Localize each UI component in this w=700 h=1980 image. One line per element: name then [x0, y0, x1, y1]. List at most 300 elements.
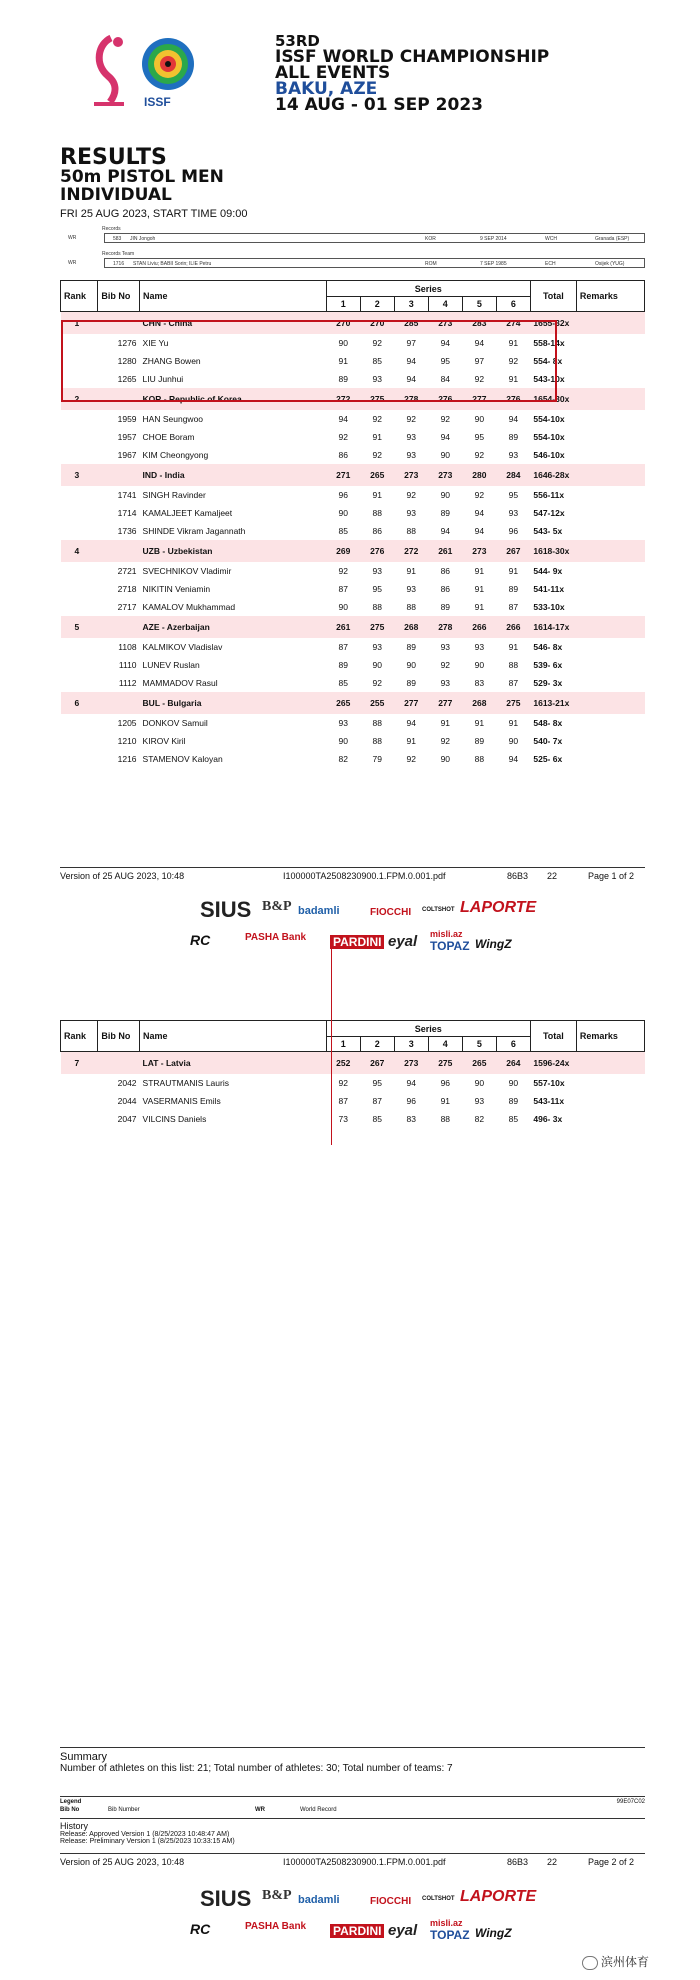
athlete-remarks [576, 656, 644, 674]
athlete-name: CHOE Boram [142, 431, 195, 442]
team-row [61, 692, 645, 714]
athlete-series-score: 95 [508, 489, 519, 500]
team-series-score: 261 [326, 616, 360, 638]
athlete-remarks [576, 334, 644, 352]
team-bib-empty [98, 616, 140, 638]
athlete-series-score: 94 [406, 1077, 416, 1088]
athlete-series-score: 92 [372, 677, 382, 688]
results-heading: RESULTS [60, 145, 167, 170]
team-series-score: 264 [496, 1052, 530, 1074]
athlete-series-score: 73 [338, 1113, 348, 1124]
summary [60, 1747, 645, 1774]
team-rank: 3 [61, 464, 98, 486]
athlete-series-score: 94 [508, 753, 519, 764]
athlete-bib: 1205 [117, 717, 137, 728]
athlete-series-score: 87 [338, 1095, 348, 1106]
team-series-score: 265 [462, 1052, 496, 1074]
footer-page1 [60, 867, 645, 881]
athlete-name: LUNEV Ruslan [142, 659, 200, 670]
athlete-total: 543- 5x [533, 525, 563, 536]
athlete-series-score: 88 [440, 1113, 451, 1124]
athlete-series-score: 90 [474, 413, 485, 424]
col-rank: Rank [61, 1021, 98, 1052]
athlete-rank-empty [61, 656, 98, 674]
team-series-score: 271 [326, 464, 360, 486]
summary-heading: Summary [60, 1751, 108, 1763]
athlete-remarks [576, 352, 644, 370]
athlete-series-score: 88 [508, 659, 519, 670]
team-series-score: 284 [496, 464, 530, 486]
athlete-total: 554-10x [533, 413, 565, 424]
sponsor-fiocchi: FIOCCHI [370, 1896, 412, 1907]
athlete-remarks [576, 732, 644, 750]
athlete-series-score: 92 [508, 355, 519, 366]
team-rank: 4 [61, 540, 98, 562]
sponsor-coltshot: COLTSHOT [422, 907, 455, 913]
athlete-bib: 1714 [117, 507, 137, 518]
footer-version: Version of 25 AUG 2023, 10:48 [60, 871, 185, 881]
col-rank: Rank [61, 281, 98, 312]
team-remarks [576, 464, 644, 486]
athlete-total: 539- 6x [533, 659, 563, 670]
athlete-series-score: 89 [508, 583, 519, 594]
col-series-4: 4 [428, 1037, 462, 1052]
athlete-series-score: 79 [372, 753, 382, 764]
team-remarks [576, 312, 644, 334]
team-series-score: 265 [360, 464, 394, 486]
athlete-series-score: 90 [474, 659, 485, 670]
athlete-series-score: 91 [440, 1095, 451, 1106]
athlete-bib: 1112 [118, 677, 137, 688]
athlete-rank-empty [61, 562, 98, 580]
col-series: Series [326, 1021, 530, 1037]
team-series-score: 276 [428, 388, 462, 410]
col-series: Series [326, 281, 530, 297]
team-series-score: 265 [326, 692, 360, 714]
athlete-series-score: 93 [474, 641, 485, 652]
athlete-name: VILCINS Daniels [142, 1113, 207, 1124]
team-rank: 2 [61, 388, 98, 410]
team-total: 1646-28x [530, 464, 576, 486]
athlete-remarks [576, 446, 644, 464]
athlete-row [61, 522, 645, 540]
team-series-score: 278 [394, 388, 428, 410]
team-rank: 5 [61, 616, 98, 638]
athlete-name: KALMIKOV Vladislav [142, 641, 223, 652]
athlete-remarks [576, 522, 644, 540]
team-series-score: 252 [326, 1052, 360, 1074]
team-name: LAT - Latvia [140, 1052, 327, 1074]
athlete-series-score: 89 [406, 677, 416, 688]
athlete-rank-empty [61, 598, 98, 616]
athlete-series-score: 91 [474, 601, 485, 612]
sponsors-page1 [190, 897, 537, 957]
team-series-score: 272 [394, 540, 428, 562]
athlete-series-score: 92 [406, 753, 416, 764]
team-series-score: 273 [394, 1052, 428, 1074]
results-table-page2 [60, 1020, 645, 1128]
sponsor-pasha: PASHA Bank [245, 932, 307, 943]
athlete-rank-empty [61, 674, 98, 692]
annotation-line [331, 945, 332, 1145]
athlete-rank-empty [61, 1110, 98, 1128]
athlete-series-score: 82 [338, 753, 348, 764]
footer-page: Page 1 of 2 [588, 871, 635, 881]
athlete-series-score: 87 [508, 601, 519, 612]
athlete-total: 543-11x [533, 1095, 565, 1106]
athlete-series-score: 88 [406, 525, 416, 536]
team-series-score: 273 [394, 464, 428, 486]
athlete-rank-empty [61, 732, 98, 750]
athlete-row [61, 410, 645, 428]
header-line3: ALL EVENTS [275, 63, 391, 83]
athlete-series-score: 90 [338, 735, 348, 746]
athlete-rank-empty [61, 714, 98, 732]
athlete-series-score: 94 [406, 373, 416, 384]
footer-num: 22 [547, 871, 558, 881]
team-series-score: 267 [496, 540, 530, 562]
athlete-series-score: 92 [338, 431, 348, 442]
athlete-series-score: 92 [406, 413, 416, 424]
athlete-row [61, 656, 645, 674]
athlete-bib: 1741 [117, 489, 137, 500]
team-series-score: 261 [428, 540, 462, 562]
athlete-series-score: 87 [508, 677, 519, 688]
team-name: BUL - Bulgaria [140, 692, 327, 714]
athlete-rank-empty [61, 486, 98, 504]
athlete-name: KIROV Kiril [142, 735, 186, 746]
athlete-row [61, 598, 645, 616]
team-series-score: 275 [428, 1052, 462, 1074]
athlete-series-score: 94 [338, 413, 348, 424]
col-series-5: 5 [462, 297, 496, 312]
athlete-remarks [576, 1092, 644, 1110]
athlete-name: DONKOV Samuil [142, 717, 208, 728]
team-total: 1614-17x [530, 616, 576, 638]
athlete-remarks [576, 504, 644, 522]
athlete-row [61, 1074, 645, 1092]
athlete-name: STRAUTMANIS Lauris [142, 1077, 229, 1088]
team-remarks [576, 540, 644, 562]
sponsor-rc: RC [190, 1921, 211, 1937]
athlete-bib: 1110 [118, 659, 137, 670]
athlete-row [61, 562, 645, 580]
athlete-series-score: 83 [474, 677, 485, 688]
athlete-series-score: 82 [474, 1113, 485, 1124]
legend-label: Legend [60, 1799, 82, 1805]
athlete-series-score: 91 [474, 583, 485, 594]
watermark [582, 1953, 649, 1970]
sponsor-fiocchi: FIOCCHI [370, 907, 412, 918]
athlete-series-score: 86 [440, 583, 451, 594]
athlete-series-score: 89 [440, 507, 451, 518]
team-total: 1618-30x [530, 540, 576, 562]
issf-logo-text: ISSF [144, 95, 171, 109]
athlete-row [61, 504, 645, 522]
team-remarks [576, 1052, 644, 1074]
athlete-series-score: 90 [440, 449, 451, 460]
athlete-remarks [576, 1110, 644, 1128]
record-name: JIN Jongoh [130, 236, 156, 242]
team-row [61, 540, 645, 562]
athlete-series-score: 93 [440, 677, 451, 688]
athlete-series-score: 88 [372, 717, 382, 728]
athlete-series-score: 92 [440, 413, 451, 424]
athlete-name: KIM Cheongyong [142, 449, 209, 460]
athlete-rank-empty [61, 446, 98, 464]
team-series-score: 280 [462, 464, 496, 486]
sponsor-bp: B&P [262, 1888, 292, 1903]
col-name: Name [140, 1021, 327, 1052]
athlete-name: LIU Junhui [142, 373, 184, 384]
team-series-score: 255 [360, 692, 394, 714]
athlete-rank-empty [61, 522, 98, 540]
col-series-5: 5 [462, 1037, 496, 1052]
athlete-series-score: 94 [474, 507, 485, 518]
athlete-rank-empty [61, 428, 98, 446]
team-series-score: 270 [326, 312, 360, 334]
athlete-series-score: 93 [338, 717, 348, 728]
sponsor-misli: misli.az [430, 929, 463, 939]
team-remarks [576, 616, 644, 638]
athlete-series-score: 92 [338, 1077, 348, 1088]
watermark-text: 滨州体育 [601, 1955, 650, 1969]
sponsor-badamli: badamli [298, 1894, 340, 1906]
athlete-series-score: 93 [372, 565, 382, 576]
sponsor-wingz: WingZ [475, 1926, 512, 1940]
athlete-name: SINGH Ravinder [142, 489, 206, 500]
athlete-rank-empty [61, 580, 98, 598]
athlete-name: STAMENOV Kaloyan [142, 753, 223, 764]
athlete-remarks [576, 674, 644, 692]
athlete-row [61, 638, 645, 656]
athlete-total: 556-11x [533, 489, 565, 500]
athlete-rank-empty [61, 1092, 98, 1110]
athlete-series-score: 90 [372, 659, 382, 670]
athlete-series-score: 88 [372, 735, 382, 746]
col-series-2: 2 [360, 297, 394, 312]
athlete-series-score: 87 [338, 641, 348, 652]
athlete-name: KAMALOV Mukhammad [142, 601, 236, 612]
record-row [104, 233, 645, 243]
athlete-series-score: 90 [338, 337, 348, 348]
athlete-series-score: 89 [338, 659, 348, 670]
athlete-series-score: 92 [474, 449, 485, 460]
header-line1: 53RD [275, 32, 320, 50]
athlete-series-score: 91 [406, 735, 416, 746]
team-series-score: 273 [462, 540, 496, 562]
footer-version: Version of 25 AUG 2023, 10:48 [60, 1857, 185, 1867]
footer-code: 86B3 [507, 1857, 529, 1867]
athlete-series-score: 93 [508, 449, 519, 460]
sponsor-bp: B&P [262, 899, 292, 914]
athlete-series-score: 96 [508, 525, 519, 536]
header-line4: BAKU, AZE [275, 79, 378, 99]
athlete-bib: 1108 [118, 641, 137, 652]
athlete-series-score: 93 [440, 641, 451, 652]
athlete-remarks [576, 1074, 644, 1092]
sponsor-topaz: TOPAZ [430, 1928, 470, 1942]
team-total: 1613-21x [530, 692, 576, 714]
athlete-series-score: 92 [372, 413, 382, 424]
athlete-series-score: 94 [440, 337, 451, 348]
athlete-series-score: 83 [406, 1113, 416, 1124]
sponsor-pardini: PARDINI [330, 1924, 384, 1938]
athlete-bib: 1280 [117, 355, 137, 366]
athlete-series-score: 85 [338, 525, 348, 536]
col-total: Total [530, 281, 576, 312]
athlete-series-score: 87 [372, 1095, 382, 1106]
athlete-remarks [576, 580, 644, 598]
athlete-series-score: 93 [372, 373, 382, 384]
col-series-3: 3 [394, 297, 428, 312]
athlete-series-score: 91 [508, 565, 519, 576]
history-heading: History [60, 1821, 89, 1831]
team-row [61, 616, 645, 638]
team-series-score: 266 [462, 616, 496, 638]
history-line2: Release: Preliminary Version 1 (8/25/2023 10:33:15 AM) [60, 1838, 235, 1845]
col-series-6: 6 [496, 297, 530, 312]
sponsor-sius: SIUS [200, 897, 252, 922]
record-team-row [104, 258, 645, 268]
athlete-series-score: 97 [474, 355, 485, 366]
record-team-place: Osijek (YUG) [595, 261, 625, 267]
athlete-total: 533-10x [533, 601, 565, 612]
col-bib: Bib No [98, 281, 140, 312]
sponsor-sius: SIUS [200, 1886, 252, 1911]
athlete-series-score: 91 [406, 565, 416, 576]
event-name: 50m PISTOL MEN [60, 167, 224, 187]
team-series-score: 275 [360, 388, 394, 410]
team-total: 1655-32x [530, 312, 576, 334]
team-series-score: 273 [428, 464, 462, 486]
athlete-series-score: 92 [474, 489, 485, 500]
athlete-series-score: 89 [508, 1095, 519, 1106]
sponsor-rc: RC [190, 932, 211, 948]
athlete-remarks [576, 714, 644, 732]
team-row [61, 464, 645, 486]
team-series-score: 274 [496, 312, 530, 334]
athlete-row [61, 714, 645, 732]
athlete-rank-empty [61, 1074, 98, 1092]
athlete-series-score: 92 [440, 735, 451, 746]
athlete-series-score: 96 [406, 1095, 416, 1106]
athlete-series-score: 91 [508, 717, 519, 728]
team-series-score: 285 [394, 312, 428, 334]
athlete-total: 546-10x [533, 449, 565, 460]
athlete-total: 554- 8x [533, 355, 563, 366]
athlete-series-score: 94 [440, 431, 451, 442]
athlete-name: VASERMANIS Emils [142, 1095, 221, 1106]
footer-file: I100000TA2508230900.1.FPM.0.001.pdf [283, 871, 446, 881]
athlete-bib: 1957 [117, 431, 137, 442]
athlete-remarks [576, 562, 644, 580]
record-team-score: 1716 [113, 261, 125, 267]
col-total: Total [530, 1021, 576, 1052]
issf-logo [76, 32, 206, 110]
athlete-series-score: 86 [372, 525, 382, 536]
athlete-series-score: 97 [406, 337, 416, 348]
athlete-bib: 1216 [117, 753, 137, 764]
record-place: Granada (ESP) [595, 236, 630, 242]
record-date: 9 SEP 2014 [480, 236, 507, 242]
team-series-score: 272 [326, 388, 360, 410]
col-series-4: 4 [428, 297, 462, 312]
sponsor-topaz: TOPAZ [430, 939, 470, 953]
athlete-bib: 2717 [117, 601, 137, 612]
athlete-series-score: 90 [440, 753, 451, 764]
athlete-series-score: 88 [474, 753, 485, 764]
athlete-bib: 1959 [117, 413, 137, 424]
athlete-total: 541-11x [533, 583, 565, 594]
athlete-series-score: 91 [372, 489, 382, 500]
team-rank: 7 [61, 1052, 98, 1074]
team-bib-empty [98, 464, 140, 486]
athlete-name: XIE Yu [142, 337, 169, 348]
record-team-name: STAN Liviu; BABII Sorin; ILIE Petru [133, 261, 212, 267]
team-series-score: 268 [462, 692, 496, 714]
athlete-series-score: 86 [338, 449, 348, 460]
col-series-1: 1 [326, 297, 360, 312]
team-series-score: 266 [496, 616, 530, 638]
team-series-score: 278 [428, 616, 462, 638]
athlete-series-score: 94 [406, 355, 416, 366]
legend-bib-full: Bib Number [108, 1807, 140, 1813]
athlete-series-score: 90 [440, 489, 451, 500]
athlete-name: SHINDE Vikram Jagannath [142, 525, 246, 536]
team-series-score: 267 [360, 1052, 394, 1074]
team-total: 1654-30x [530, 388, 576, 410]
sponsor-coltshot: COLTSHOT [422, 1896, 455, 1902]
team-series-score: 277 [394, 692, 428, 714]
record-team-event: ECH [545, 261, 556, 267]
footer-file: I100000TA2508230900.1.FPM.0.001.pdf [283, 1857, 446, 1867]
athlete-total: 547-12x [533, 507, 565, 518]
athlete-series-score: 93 [406, 507, 416, 518]
legend-wr: WR [255, 1807, 265, 1813]
athlete-total: 546- 8x [533, 641, 563, 652]
athlete-remarks [576, 598, 644, 616]
athlete-row [61, 750, 645, 768]
athlete-total: 557-10x [533, 1077, 565, 1088]
athlete-total: 548- 8x [533, 717, 563, 728]
athlete-series-score: 96 [338, 489, 348, 500]
athlete-series-score: 91 [440, 717, 451, 728]
athlete-bib: 2721 [117, 565, 137, 576]
team-row [61, 1052, 645, 1074]
athlete-series-score: 94 [406, 717, 416, 728]
team-rank: 6 [61, 692, 98, 714]
athlete-remarks [576, 370, 644, 388]
athlete-series-score: 91 [338, 355, 348, 366]
sponsor-laporte: LAPORTE [460, 1888, 537, 1905]
athlete-total: 554-10x [533, 431, 565, 442]
athlete-total: 558-14x [533, 337, 565, 348]
legend [60, 1796, 645, 1815]
team-series-score: 283 [462, 312, 496, 334]
athlete-series-score: 93 [406, 449, 416, 460]
athlete-remarks [576, 638, 644, 656]
athlete-series-score: 89 [440, 601, 451, 612]
team-remarks [576, 692, 644, 714]
legend-bib: Bib No [60, 1807, 80, 1813]
records-team-label: Records Team [102, 251, 135, 257]
athlete-series-score: 86 [440, 565, 451, 576]
athlete-name: SVECHNIKOV Vladimir [142, 565, 232, 576]
team-series-score: 270 [360, 312, 394, 334]
athlete-series-score: 92 [440, 659, 451, 670]
athlete-series-score: 91 [474, 565, 485, 576]
